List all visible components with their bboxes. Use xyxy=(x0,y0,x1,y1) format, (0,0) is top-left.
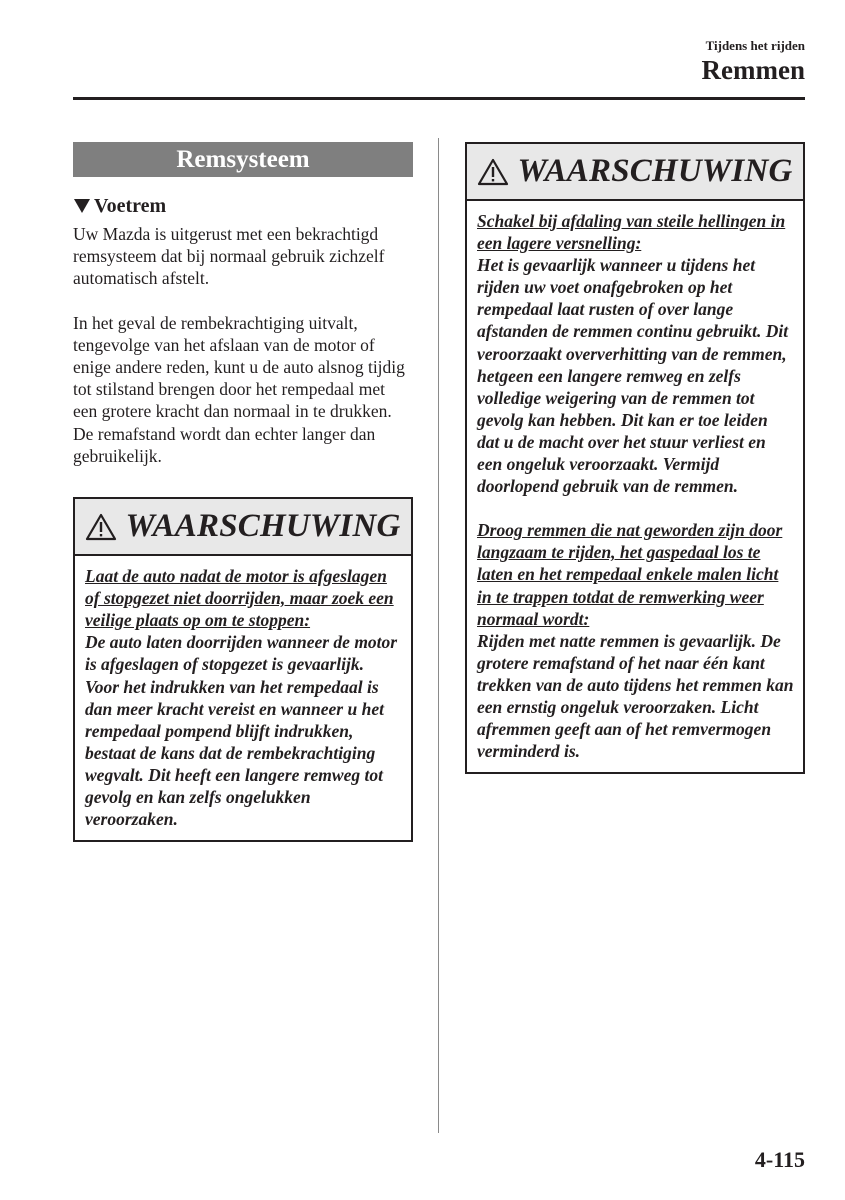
column-divider xyxy=(438,138,439,1133)
warning-header xyxy=(467,144,803,201)
section-heading-bar: Remsysteem xyxy=(73,142,413,177)
page-number: 4-115 xyxy=(754,1147,805,1172)
warning-instruction: Droog remmen die nat geworden zijn door langzaam te rijden, het gaspedaal los te laten en het rempedaal enkele malen licht in te trappen totdat de remwerking weer normaal wordt: xyxy=(477,520,783,629)
warning-title: WAARSCHUWING xyxy=(517,153,793,189)
warning-box xyxy=(465,142,805,774)
triangle-down-icon xyxy=(74,199,90,213)
warning-body xyxy=(467,201,803,772)
subheading xyxy=(73,193,413,219)
warning-instruction: Laat de auto nadat de motor is afgeslagen of stopgezet niet doorrijden, maar zoek een veilige plaats op om te stoppen: xyxy=(85,566,394,631)
header-rule xyxy=(73,97,805,100)
section-title: Remmen xyxy=(701,55,805,85)
warning-explanation: De auto laten doorrijden wanneer de motor is afgeslagen of stopgezet is gevaarlijk. Voor het indrukken van het rempedaal is dan meer kracht vereist en wanneer u het rempedaal pompend blijft indrukken, bestaat de kans dat de rembekrachtiging wegvalt. Dit heeft een langere remweg tot gevolg en kan zelfs ongelukken veroorzaken. xyxy=(85,632,398,830)
chapter-title: Tijdens het rijden xyxy=(705,38,805,53)
warning-body xyxy=(75,556,411,840)
warning-box xyxy=(73,497,413,842)
body-paragraph: Uw Mazda is uitgerust met een bekrachtigd remsysteem dat bij normaal gebruik zichzelf automatisch afstelt. xyxy=(73,224,385,289)
body-paragraph: In het geval de rembekrachtiging uitvalt, tengevolge van het afslaan van de motor of enige andere reden, kunt u de auto alsnog tijdig tot stilstand brengen door het rempedaal met een grotere kracht dan normaal in te drukken. De remafstand wordt dan echter langer dan gebruikelijk. xyxy=(73,312,405,466)
subheading-label: Voetrem xyxy=(94,194,167,217)
left-column xyxy=(73,142,413,842)
warning-instruction: Schakel bij afdaling van steile hellingen in een lagere versnelling: xyxy=(477,211,786,254)
warning-triangle-icon xyxy=(477,158,509,186)
warning-explanation: Rijden met natte remmen is gevaarlijk. De grotere remafstand of het naar één kant trekken van de auto tijdens het remmen kan een ernstig ongeluk veroorzaken. Licht afremmen geeft aan of het remvermogen verminderd is. xyxy=(477,630,794,762)
warning-header xyxy=(75,499,411,556)
warning-triangle-icon xyxy=(85,513,117,541)
right-column xyxy=(465,142,805,774)
warning-explanation: Het is gevaarlijk wanneer u tijdens het rijden uw voet onafgebroken op het rempedaal laat rusten of over lange afstanden de remmen continu gebruikt. Dit veroorzaakt oververhitting van de remmen, hetgeen een langere remweg en zelfs volledige weigering van de remmen tot gevolg kan hebben. Dit kan er toe leiden dat u de macht over het stuur verliest en een ongeluk veroorzaakt. Vermijd doorlopend gebruik van de remmen. xyxy=(477,255,789,497)
warning-title: WAARSCHUWING xyxy=(125,508,401,545)
